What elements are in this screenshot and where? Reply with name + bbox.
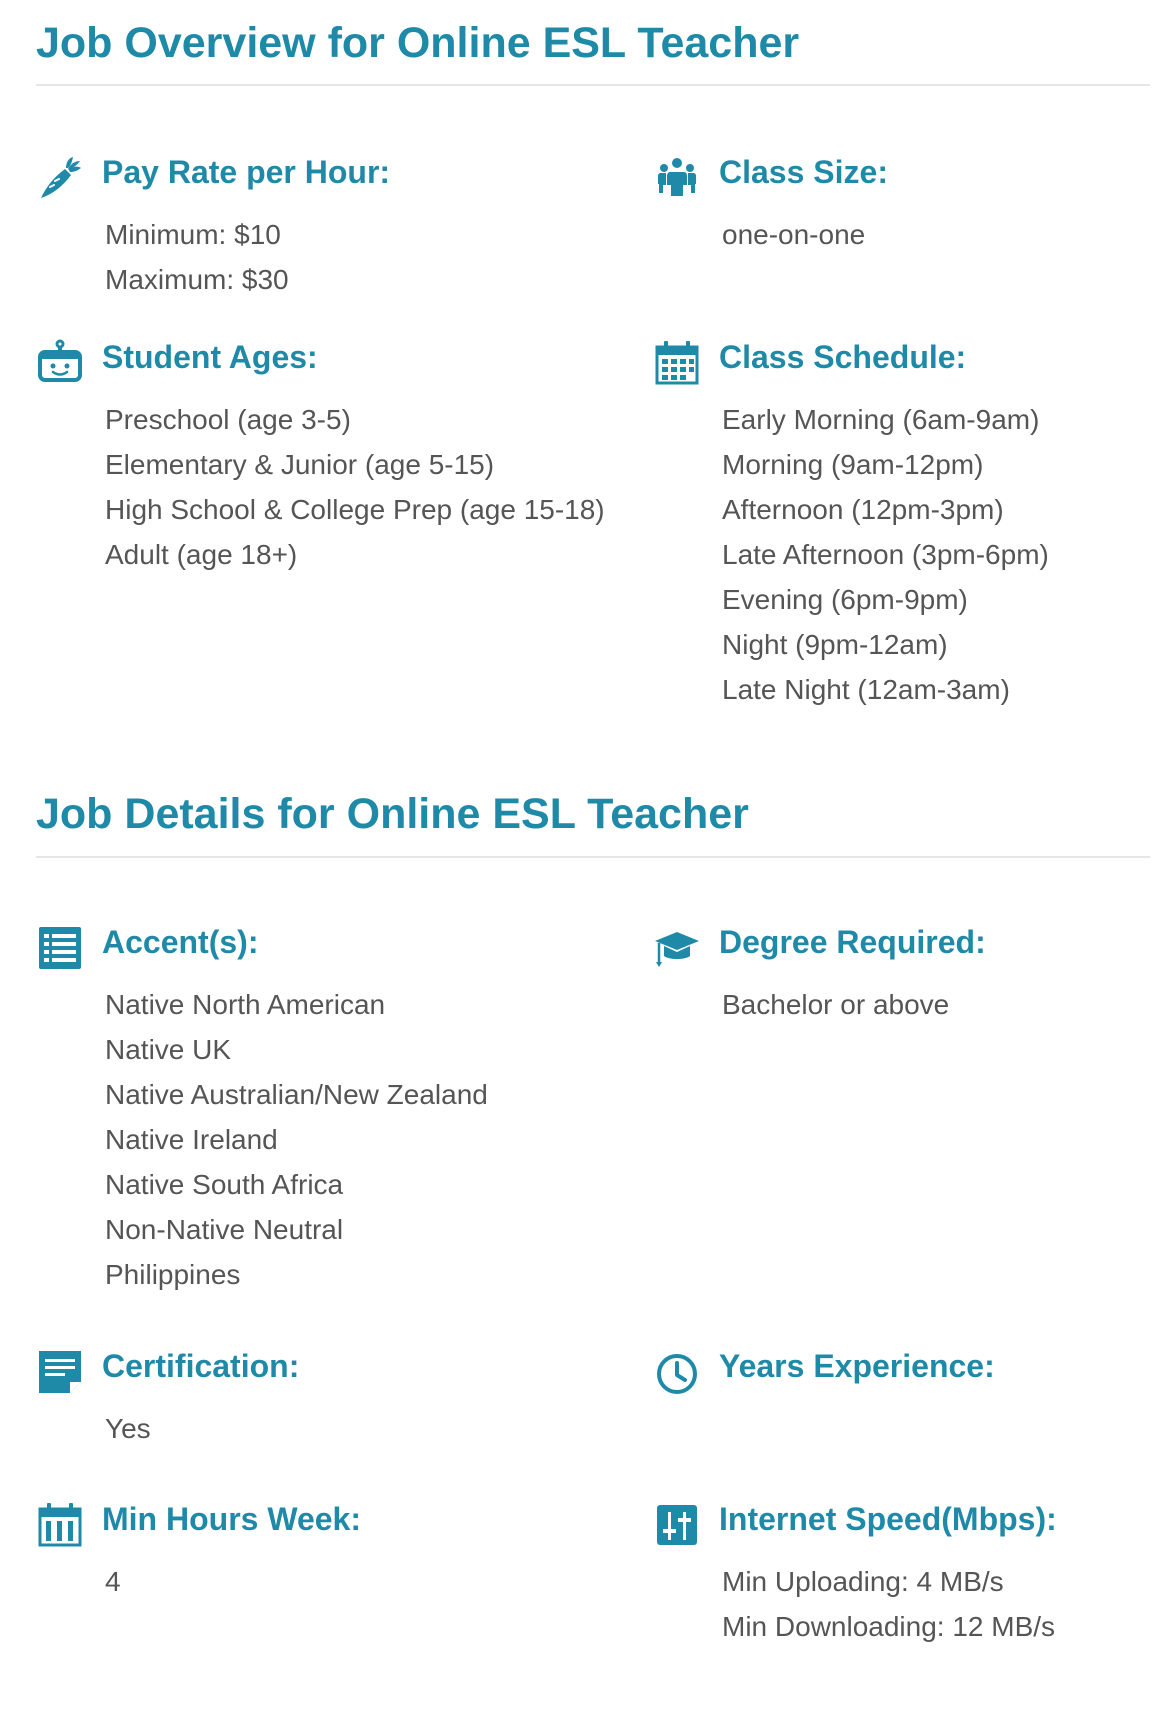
list-icon: [36, 924, 84, 972]
min-hours-values: [105, 1559, 121, 1604]
schedule-item: Early Morning (6am-9am): [722, 404, 1040, 435]
min-hours-label: Min Hours Week:: [102, 1501, 361, 1537]
certification-label: Certification:: [102, 1348, 300, 1384]
student-ages-values: [105, 397, 605, 577]
degree-values: [722, 982, 949, 1027]
pay-rate-minimum: Minimum: $10: [105, 219, 281, 250]
calendar-icon: [653, 339, 701, 387]
class-size-values: [722, 212, 865, 257]
certificate-document-icon: [36, 1348, 84, 1396]
student-age-item: Elementary & Junior (age 5-15): [105, 449, 495, 480]
graduation-cap-icon: [653, 924, 701, 972]
pay-rate-label: Pay Rate per Hour:: [102, 154, 391, 190]
class-size-value: one-on-one: [722, 219, 866, 250]
accent-item: Native Ireland: [105, 1124, 278, 1155]
accents-label: Accent(s):: [102, 924, 259, 960]
class-size-label: Class Size:: [719, 154, 888, 190]
carrot-icon: [36, 154, 84, 202]
pay-rate-maximum: Maximum: $30: [105, 264, 289, 295]
clock-icon: [653, 1348, 701, 1396]
details-divider: [36, 856, 1150, 858]
accent-item: Native Australian/New Zealand: [105, 1079, 488, 1110]
schedule-item: Late Night (12am-3am): [722, 674, 1010, 705]
schedule-item: Afternoon (12pm-3pm): [722, 494, 1004, 525]
certification-values: [105, 1406, 151, 1451]
pay-rate-values: [105, 212, 289, 302]
class-schedule-values: [722, 397, 1049, 712]
schedule-item: Morning (9am-12pm): [722, 449, 984, 480]
robot-face-icon: [36, 339, 84, 387]
student-age-item: High School & College Prep (age 15-18): [105, 494, 605, 525]
internet-speed-upload: Min Uploading: 4 MB/s: [722, 1566, 1004, 1597]
schedule-item: Night (9pm-12am): [722, 629, 948, 660]
calendar-icon: [36, 1501, 84, 1549]
accents-values: [105, 982, 488, 1297]
min-hours-value: 4: [105, 1566, 121, 1597]
schedule-item: Evening (6pm-9pm): [722, 584, 968, 615]
accent-item: Native South Africa: [105, 1169, 344, 1200]
class-schedule-label: Class Schedule:: [719, 339, 967, 375]
internet-speed-values: [722, 1559, 1055, 1649]
sliders-icon: [653, 1501, 701, 1549]
certification-value: Yes: [105, 1413, 151, 1444]
details-title: Job Details for Online ESL Teacher: [36, 790, 749, 838]
internet-speed-label: Internet Speed(Mbps):: [719, 1501, 1057, 1537]
degree-label: Degree Required:: [719, 924, 986, 960]
accent-item: Native North American: [105, 989, 386, 1020]
overview-divider: [36, 84, 1150, 86]
student-age-item: Preschool (age 3-5): [105, 404, 351, 435]
student-age-item: Adult (age 18+): [105, 539, 298, 570]
degree-value: Bachelor or above: [722, 989, 950, 1020]
experience-label: Years Experience:: [719, 1348, 995, 1384]
group-icon: [653, 154, 701, 202]
student-ages-label: Student Ages:: [102, 339, 318, 375]
accent-item: Non-Native Neutral: [105, 1214, 344, 1245]
internet-speed-download: Min Downloading: 12 MB/s: [722, 1611, 1056, 1642]
schedule-item: Late Afternoon (3pm-6pm): [722, 539, 1049, 570]
accent-item: Philippines: [105, 1259, 241, 1290]
overview-title: Job Overview for Online ESL Teacher: [36, 19, 800, 67]
accent-item: Native UK: [105, 1034, 232, 1065]
